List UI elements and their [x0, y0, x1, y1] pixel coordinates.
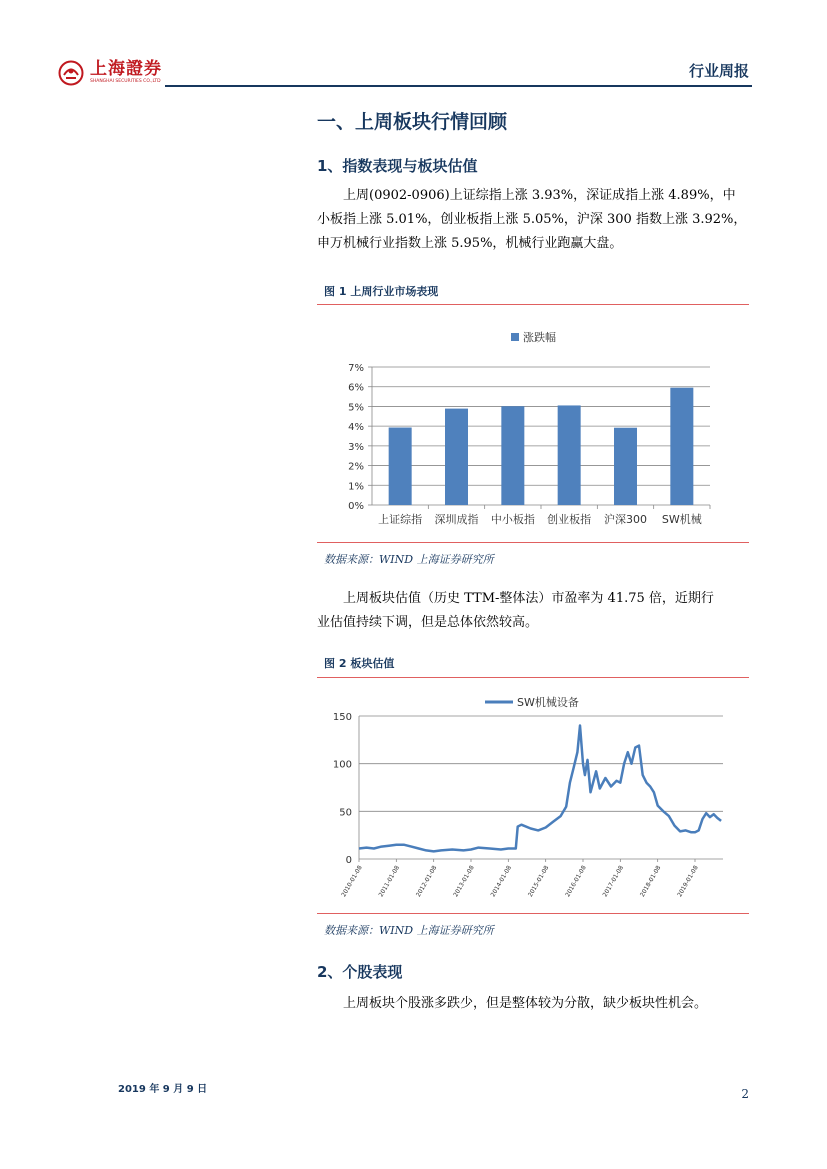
x-tick-label: 深圳成指	[434, 513, 479, 526]
figure-1-source: 数据来源：WIND 上海证券研究所	[324, 553, 494, 566]
footer-date: 2019 年 9 月 9 日	[118, 1084, 208, 1095]
bar	[558, 405, 581, 505]
logo-emblem-icon	[58, 60, 84, 86]
paragraph-line: 上周板块估值（历史 TTM-整体法）市盈率为 41.75 倍，近期行	[343, 591, 714, 606]
figure-2-title: 图 2 板块估值	[324, 657, 395, 670]
subsection-title-2: 2、个股表现	[317, 963, 403, 981]
x-tick-label: 创业板指	[547, 513, 592, 526]
y-tick-label: 100	[332, 759, 352, 771]
y-tick-label: 50	[339, 807, 352, 819]
paragraph-stock-performance	[317, 992, 749, 1016]
report-type: 行业周报	[688, 62, 749, 80]
line-chart	[317, 685, 749, 910]
bar	[445, 409, 468, 505]
paragraph-line: 申万机械行业指数上涨 5.95%，机械行业跑赢大盘。	[317, 236, 623, 251]
paragraph-line: 业估值持续下调，但是总体依然较高。	[317, 615, 539, 630]
x-tick-label: 2015-01-08	[526, 864, 551, 899]
x-tick-label: 上证综指	[378, 513, 423, 526]
x-tick-label: 2012-01-08	[414, 864, 439, 899]
paragraph-line: 上周(0902-0906)上证综指上涨 3.93%，深证成指上涨 4.89%，中	[343, 188, 736, 203]
figure-2-source: 数据来源：WIND 上海证券研究所	[324, 924, 494, 937]
bar	[501, 406, 524, 505]
x-tick-label: 2019-01-08	[676, 864, 700, 899]
subsection-title-1: 1、指数表现与板块估值	[317, 157, 478, 175]
y-tick-label: 1%	[348, 481, 364, 493]
figure-2-top-rule	[317, 677, 749, 678]
y-tick-label: 0	[345, 855, 352, 866]
y-tick-label: 5%	[348, 402, 364, 414]
x-tick-label: SW机械	[661, 513, 702, 526]
x-tick-label: 2013-01-08	[452, 864, 476, 899]
y-tick-label: 6%	[348, 382, 364, 394]
paragraph-valuation	[317, 587, 749, 635]
legend-label: 涨跌幅	[523, 331, 556, 344]
bar	[670, 388, 693, 505]
paragraph-index-performance	[317, 184, 749, 256]
logo	[58, 58, 162, 88]
header-divider	[165, 85, 752, 87]
x-tick-label: 中小板指	[490, 513, 535, 526]
figure-1-bottom-rule	[317, 542, 749, 543]
legend-swatch	[511, 333, 519, 341]
series-line	[359, 726, 721, 852]
bar-chart	[317, 318, 749, 540]
bar	[389, 428, 412, 505]
x-tick-label: 2014-01-08	[489, 864, 514, 899]
y-tick-label: 0%	[348, 501, 364, 512]
x-tick-label: 2011-01-08	[377, 864, 402, 899]
figure-1-top-rule	[317, 304, 749, 305]
y-tick-label: 150	[332, 712, 352, 723]
logo-subtitle: SHANGHAI SECURITIES CO.,LTD	[90, 79, 161, 85]
paragraph-line: 上周板块个股涨多跌少，但是整体较为分散，缺少板块性机会。	[343, 996, 708, 1011]
y-tick-label: 2%	[348, 461, 364, 473]
y-tick-label: 4%	[348, 422, 364, 434]
x-tick-label: 沪深300	[604, 513, 647, 526]
logo-name: 上海證券	[90, 59, 162, 80]
paragraph-line: 小板指上涨 5.01%，创业板指上涨 5.05%，沪深 300 指数上涨 3.92%，	[317, 212, 747, 227]
figure-2-bottom-rule	[317, 913, 749, 914]
y-tick-label: 7%	[348, 363, 364, 374]
legend-label: SW机械设备	[517, 696, 579, 709]
page-number: 2	[741, 1087, 749, 1101]
x-tick-label: 2018-01-08	[638, 864, 663, 899]
x-tick-label: 2010-01-08	[340, 864, 364, 899]
x-tick-label: 2016-01-08	[564, 864, 588, 899]
bar	[614, 428, 637, 505]
x-tick-label: 2017-01-08	[601, 864, 626, 899]
figure-1-title: 图 1 上周行业市场表现	[324, 285, 439, 298]
section-title: 一、上周板块行情回顾	[317, 111, 508, 133]
y-tick-label: 3%	[348, 441, 364, 453]
